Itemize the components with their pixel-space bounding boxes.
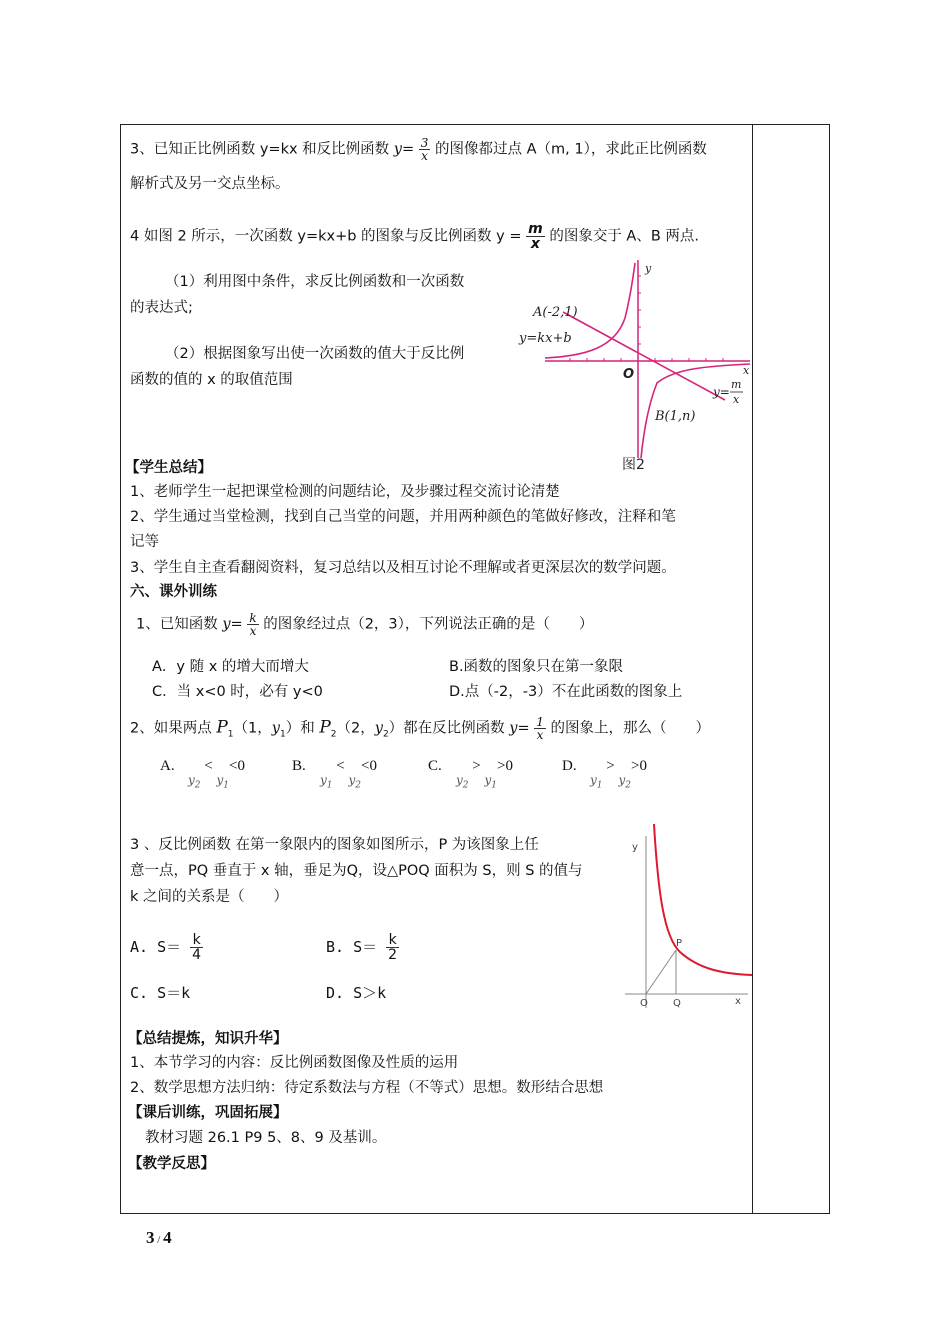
fig2-label-x: x (743, 364, 750, 377)
homework-title: 【课后训练，巩固拓展】 (128, 1105, 288, 1121)
ex1-prefix: 1、已知函数 (136, 616, 218, 633)
fig2-label-y: y (645, 262, 652, 275)
ex1-option-c: C．当 x<0 时，必有 y<0 (152, 684, 323, 700)
conclusion-item-2: 2、数学思想方法归纳：待定系数法与方程（不等式）思想。数形结合思想 (130, 1080, 604, 1096)
ex1-num: k (249, 611, 257, 625)
ex1-line (136, 612, 593, 637)
q4-part2-line1: （2）根据图象写出使一次函数的值大于反比例 (165, 346, 465, 362)
ex3-option-d: D. S＞k (326, 984, 387, 1002)
q3-line1 (130, 137, 707, 162)
q4-suffix: 的图象交于 A、B 两点. (549, 228, 700, 245)
fig3-label-q: Q (673, 998, 681, 1009)
ex2-p1-coord-b: ）和 (285, 720, 315, 737)
ex3-option-b-pre: B. S＝ (326, 938, 378, 956)
fig3-op-segment (646, 950, 676, 994)
ex1-suffix: 的图象经过点（2，3），下列说法正确的是（ ） (263, 616, 594, 633)
ex3-a-den: 4 (192, 947, 202, 963)
ex2-y2: y (374, 720, 383, 737)
ex2-p2: P (319, 717, 331, 738)
q3-eq: = (401, 141, 415, 158)
fig3-label-x: x (735, 996, 741, 1007)
ex3-a-num: k (190, 933, 203, 948)
q3-den: x (421, 149, 428, 163)
ex3-option-a-fraction (190, 933, 203, 962)
page-number (146, 1228, 172, 1248)
ex2-fy: y (509, 720, 518, 737)
ex2-y2-sub: 2 (382, 729, 389, 740)
ex3-option-b-fraction (386, 933, 399, 962)
ex2-feq: = (517, 720, 530, 737)
q3-suffix: 的图像都过点 A（m, 1），求此正比例函数 (434, 141, 707, 158)
ex3-option-a (130, 933, 203, 962)
ex2-option-c-label: C. (428, 758, 442, 774)
ex1-den: x (249, 624, 257, 638)
ex2-option-d-label: D. (562, 758, 577, 774)
ex2-y1-sub: 1 (279, 729, 286, 740)
q4-fraction (526, 222, 545, 251)
ex2-p2-sub: 2 (330, 729, 337, 740)
fig2-label-curve-num: m (731, 378, 742, 391)
ex2-option-c-expr: $_{y_2}$ > $_{y_1}$>0 (456, 758, 513, 791)
ex1-y: y (222, 616, 231, 633)
ex3-option-a-pre: A. S＝ (130, 938, 182, 956)
page-total: 4 (163, 1228, 172, 1247)
ex3-b-den: 2 (388, 947, 398, 963)
page-sep: / (157, 1234, 161, 1246)
fig3-label-y: y (632, 842, 638, 853)
reflection-title: 【教学反思】 (128, 1156, 215, 1172)
q3-y: y (393, 141, 402, 158)
ex1-eq: = (230, 616, 243, 633)
q3-prefix: 3、已知正比例函数 y=kx 和反比例函数 (130, 141, 390, 158)
q4-part1-line1: （1）利用图中条件，求反比例函数和一次函数 (165, 274, 465, 290)
ex2-option-d-expr: $_{y_1}$ > $_{y_2}$>0 (590, 758, 647, 791)
ex2-fden: x (536, 728, 544, 742)
ex2-fnum: 1 (536, 715, 544, 729)
fig3-label-o: O (640, 998, 648, 1009)
ex2-prefix: 2、如果两点 (130, 720, 212, 737)
conclusion-title: 【总结提炼，知识升华】 (128, 1031, 288, 1047)
summary-item-1: 1、老师学生一起把课堂检测的问题结论，及步骤过程交流讨论清楚 (130, 484, 560, 500)
q4-part2-line2: 函数的值的 x 的取值范围 (130, 372, 293, 388)
ex2-option-b-label: B. (292, 758, 306, 774)
section6-title: 六、课外训练 (130, 584, 217, 600)
summary-title: 【学生总结】 (125, 460, 212, 476)
fig2-label-line: y=kx+b (519, 331, 572, 346)
fig2-caption: 图2 (622, 457, 645, 473)
ex2-p1: P (216, 717, 228, 738)
fig2-label-o: O (623, 367, 635, 382)
q3-num: 3 (420, 136, 429, 150)
ex1-option-b: B.函数的图象只在第一象限 (449, 659, 624, 675)
fig2-label-a: A(-2,1) (533, 305, 578, 320)
ex3-b-num: k (386, 933, 399, 948)
ex3-line1: 3 、反比例函数 在第一象限内的图象如图所示，P 为该图象上任 (130, 837, 539, 853)
figure-2-graph (515, 258, 755, 478)
fig3-hyperbola (654, 824, 752, 975)
conclusion-item-1: 1、本节学习的内容：反比例函数图像及性质的运用 (130, 1055, 459, 1071)
fig3-label-p: P (676, 938, 683, 949)
fig2-label-b: B(1,n) (655, 409, 696, 424)
ex1-option-d: D.点（-2，-3）不在此函数的图象上 (449, 684, 683, 700)
ex2-suffix: 的图象上，那么（ ） (550, 720, 710, 737)
summary-item-2-cont: 记等 (130, 534, 159, 550)
ex2-y1: y (271, 720, 280, 737)
page-current: 3 (146, 1228, 155, 1247)
fig2-linear-line (563, 312, 725, 400)
q4-den: x (530, 236, 540, 252)
ex2-fraction (534, 716, 546, 741)
q4-prefix: 4 如图 2 所示，一次函数 y=kx+b 的图象与反比例函数 y = (130, 228, 522, 245)
ex2-option-a-expr: $_{y_2}$ < $_{y_1}$<0 (188, 758, 245, 791)
figure-3-graph (620, 822, 752, 1012)
ex2-p1-sub: 1 (227, 729, 234, 740)
ex2-option-b-expr: $_{y_1}$ < $_{y_2}$<0 (320, 758, 377, 791)
homework-text: 教材习题 26.1 P9 5、8、9 及基训。 (145, 1130, 387, 1146)
ex3-line3: k 之间的关系是（ ） (130, 889, 289, 905)
ex2-options (160, 758, 175, 775)
ex3-line2: 意一点，PQ 垂直于 x 轴，垂足为Q，设△POQ 面积为 S，则 S 的值与 (130, 863, 583, 879)
ex1-fraction (247, 612, 258, 637)
ex1-option-a: A．y 随 x 的增大而增大 (152, 659, 309, 675)
summary-item-2: 2、学生通过当堂检测，找到自己当堂的问题，并用两种颜色的笔做好修改，注释和笔 (130, 509, 676, 525)
ex3-option-b (326, 933, 399, 962)
fig2-label-curve-den: x (733, 393, 740, 406)
ex2-p2-coord-b: ）都在反比例函数 (388, 720, 505, 737)
q3-fraction (419, 137, 431, 162)
ex3-option-c: C. S＝k (130, 984, 191, 1002)
q4-part1-line2: 的表达式; (130, 300, 193, 316)
ex2-option-a-label: A. (160, 758, 175, 774)
q4-num: m (528, 221, 543, 237)
ex2-p2-coord-a: （2， (336, 720, 375, 737)
summary-item-3: 3、学生自主查看翻阅资料，复习总结以及相互讨论不理解或者更深层次的数学问题。 (130, 560, 676, 576)
ex2-p1-coord-a: （1， (233, 720, 272, 737)
q3-line2: 解析式及另一交点坐标。 (130, 176, 290, 192)
fig2-label-curve-y: y= (713, 385, 730, 399)
q4-line1 (130, 222, 699, 251)
ex2-line (130, 716, 710, 741)
